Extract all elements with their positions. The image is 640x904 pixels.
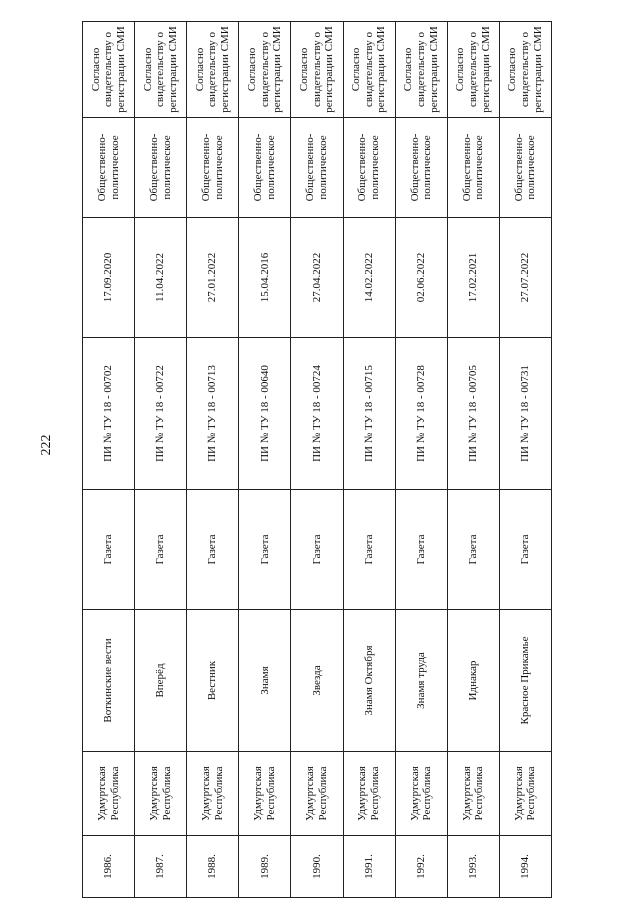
row-number-cell: 1988. xyxy=(187,836,239,898)
basis-cell: Согласно свидетельству о регистрации СМИ xyxy=(343,22,395,118)
table-row xyxy=(395,22,447,898)
row-number-cell: 1987. xyxy=(135,836,187,898)
table-row xyxy=(343,22,395,898)
basis-cell: Согласно свидетельству о регистрации СМИ xyxy=(187,22,239,118)
topic-cell: Общественно-политическое xyxy=(135,118,187,218)
topic-cell: Общественно-политическое xyxy=(83,118,135,218)
media-name-cell: Красное Прикамье xyxy=(499,610,551,752)
region-cell: Удмуртская Республика xyxy=(343,752,395,836)
registration-number-cell: ПИ № ТУ 18 - 00702 xyxy=(83,338,135,490)
basis-cell: Согласно свидетельству о регистрации СМИ xyxy=(499,22,551,118)
table-row xyxy=(187,22,239,898)
registration-date-cell: 11.04.2022 xyxy=(135,218,187,338)
basis-cell: Согласно свидетельству о регистрации СМИ xyxy=(135,22,187,118)
media-name-cell: Знамя Октября xyxy=(343,610,395,752)
row-number-cell: 1989. xyxy=(239,836,291,898)
registration-date-cell: 02.06.2022 xyxy=(395,218,447,338)
media-name-cell: Вестник xyxy=(187,610,239,752)
topic-cell: Общественно-политическое xyxy=(499,118,551,218)
registration-number-cell: ПИ № ТУ 18 - 00715 xyxy=(343,338,395,490)
page-number: 222 xyxy=(39,434,54,456)
registration-date-cell: 14.02.2022 xyxy=(343,218,395,338)
basis-cell: Согласно свидетельству о регистрации СМИ xyxy=(239,22,291,118)
region-cell: Удмуртская Республика xyxy=(291,752,343,836)
region-cell: Удмуртская Республика xyxy=(447,752,499,836)
registry-table-container xyxy=(82,22,552,898)
table-row xyxy=(83,22,135,898)
media-registry-table xyxy=(82,21,552,898)
registration-number-cell: ПИ № ТУ 18 - 00705 xyxy=(447,338,499,490)
media-name-cell: Иднакар xyxy=(447,610,499,752)
registration-date-cell: 27.07.2022 xyxy=(499,218,551,338)
table-row xyxy=(135,22,187,898)
registration-date-cell: 27.04.2022 xyxy=(291,218,343,338)
region-cell: Удмуртская Республика xyxy=(187,752,239,836)
region-cell: Удмуртская Республика xyxy=(395,752,447,836)
topic-cell: Общественно-политическое xyxy=(239,118,291,218)
registration-number-cell: ПИ № ТУ 18 - 00728 xyxy=(395,338,447,490)
registration-date-cell: 17.09.2020 xyxy=(83,218,135,338)
registration-date-cell: 17.02.2021 xyxy=(447,218,499,338)
topic-cell: Общественно-политическое xyxy=(291,118,343,218)
row-number-cell: 1994. xyxy=(499,836,551,898)
media-type-cell: Газета xyxy=(239,490,291,610)
topic-cell: Общественно-политическое xyxy=(447,118,499,218)
media-name-cell: Вперёд xyxy=(135,610,187,752)
registration-number-cell: ПИ № ТУ 18 - 00731 xyxy=(499,338,551,490)
topic-cell: Общественно-политическое xyxy=(395,118,447,218)
row-number-cell: 1992. xyxy=(395,836,447,898)
media-name-cell: Знамя труда xyxy=(395,610,447,752)
registration-number-cell: ПИ № ТУ 18 - 00724 xyxy=(291,338,343,490)
row-number-cell: 1986. xyxy=(83,836,135,898)
media-type-cell: Газета xyxy=(499,490,551,610)
region-cell: Удмуртская Республика xyxy=(135,752,187,836)
media-type-cell: Газета xyxy=(343,490,395,610)
media-type-cell: Газета xyxy=(83,490,135,610)
topic-cell: Общественно-политическое xyxy=(343,118,395,218)
registration-date-cell: 27.01.2022 xyxy=(187,218,239,338)
basis-cell: Согласно свидетельству о регистрации СМИ xyxy=(447,22,499,118)
row-number-cell: 1990. xyxy=(291,836,343,898)
media-type-cell: Газета xyxy=(187,490,239,610)
table-row xyxy=(499,22,551,898)
region-cell: Удмуртская Республика xyxy=(83,752,135,836)
row-number-cell: 1993. xyxy=(447,836,499,898)
media-type-cell: Газета xyxy=(395,490,447,610)
topic-cell: Общественно-политическое xyxy=(187,118,239,218)
table-row xyxy=(239,22,291,898)
basis-cell: Согласно свидетельству о регистрации СМИ xyxy=(395,22,447,118)
table-row xyxy=(291,22,343,898)
media-name-cell: Звезда xyxy=(291,610,343,752)
table-row xyxy=(447,22,499,898)
media-type-cell: Газета xyxy=(135,490,187,610)
row-number-cell: 1991. xyxy=(343,836,395,898)
region-cell: Удмуртская Республика xyxy=(239,752,291,836)
media-name-cell: Воткинские вести xyxy=(83,610,135,752)
basis-cell: Согласно свидетельству о регистрации СМИ xyxy=(291,22,343,118)
media-name-cell: Знамя xyxy=(239,610,291,752)
media-type-cell: Газета xyxy=(447,490,499,610)
media-type-cell: Газета xyxy=(291,490,343,610)
registration-number-cell: ПИ № ТУ 18 - 00640 xyxy=(239,338,291,490)
registration-number-cell: ПИ № ТУ 18 - 00722 xyxy=(135,338,187,490)
region-cell: Удмуртская Республика xyxy=(499,752,551,836)
registration-date-cell: 15.04.2016 xyxy=(239,218,291,338)
registration-number-cell: ПИ № ТУ 18 - 00713 xyxy=(187,338,239,490)
basis-cell: Согласно свидетельству о регистрации СМИ xyxy=(83,22,135,118)
